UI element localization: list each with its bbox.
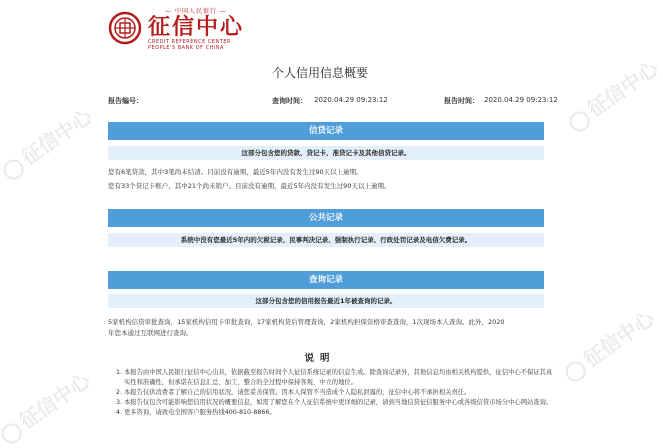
list-item: 1. 本报告由中国人民银行征信中心出具，依据截至报告时间个人征信系统记录的信息生成。除查询记录外，其他信息均由相关机构提供，征信中心不保证其真实性和准确性，但承诺在信息汇总、加工、整合的全过程中保持客观、中立的地位。: [124, 368, 554, 388]
query-records-heading: 查询记录: [108, 271, 544, 289]
public-records-summary: 系统中没有您最近5年内的欠税记录、民事判决记录、强制执行记录、行政处罚记录及电信欠费记录。: [108, 233, 544, 247]
credit-records-heading: 信贷记录: [108, 122, 544, 140]
logo-org-name: 征信中心: [148, 13, 245, 40]
query-detail-line2: 年您本通过互联网进行查询。: [108, 329, 193, 337]
page-title: 个人信用信息概要: [271, 66, 368, 80]
logo-text: [148, 6, 244, 51]
list-item: 2. 本报告仅供消费者了解自己的信用状况，请您妥善保管。因本人保管不当造成个人隐私泄露的，征信中心将不承担相关责任。: [124, 388, 554, 398]
credit-center-seal-icon: [108, 11, 142, 45]
org-logo: [108, 6, 244, 50]
watermark-seal-icon: [0, 419, 25, 447]
watermark-seal-icon: [0, 155, 27, 183]
query-time-label: 查询时间：: [272, 97, 307, 105]
report-time-label: 报告时间：: [444, 97, 479, 105]
query-records-summary: 这部分包含您的信用报告最近1年被查询的记录。: [108, 294, 544, 308]
list-item: 3. 本报告仅包含可能影响您信用状况的概要信息，如需了解您在个人征信系统中更详细的记录，请到当地信贷征信服务中心或各级信贷市场分中心网站查询。: [124, 398, 554, 408]
notes-title: 说明: [304, 353, 336, 364]
card-summary-line: 您有33个贷记卡账户，其中21个尚未销户。目前没有逾期，最近5年内没有发生过90天以上逾期。: [108, 182, 391, 190]
credit-records-summary: 这部分包含您的贷款、贷记卡、准贷记卡及其他信贷记录。: [108, 146, 544, 160]
watermark-left: 征信中心: [0, 101, 97, 184]
report-time-value: 2020.04.29 09:23:12: [484, 96, 558, 104]
list-item: 4. 更多咨询，请致电全国客户服务热线400-810-8866。: [124, 408, 554, 418]
watermark-left-lower: 征信中心: [0, 365, 95, 448]
notes-list: [112, 368, 554, 418]
watermark-right-lower: 征信中心: [557, 303, 659, 386]
public-records-heading: 公共记录: [108, 209, 544, 227]
watermark-seal-icon: [565, 107, 593, 135]
logo-en-line2: PEOPLE'S BANK OF CHINA: [148, 44, 224, 51]
report-meta: [0, 96, 640, 108]
query-time-value: 2020.04.29 09:23:12: [314, 96, 388, 104]
watermark-right: 征信中心: [561, 53, 663, 136]
report-id-label: 报告编号：: [108, 97, 143, 105]
loan-summary-line: 您有6笔贷款，其中3笔尚未结清。目前没有逾期，最近5年内没有发生过90天以上逾期。: [108, 168, 363, 176]
logo-en-line1: CREDIT REFERENCE CENTER: [148, 38, 231, 45]
query-detail-line1: 5家机构信贷审批查询，15家机构信用卡审批查询，17家机构贷后管理查询，2家机构担保资格审查查询，1次现场本人查询。此外，2020: [108, 318, 505, 326]
logo-tagline: — 中国人民银行 —: [165, 7, 227, 15]
